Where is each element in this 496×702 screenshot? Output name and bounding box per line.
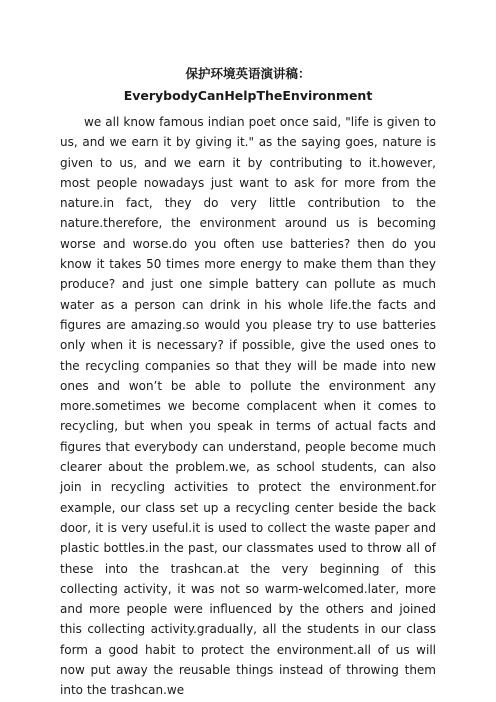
document-title-chinese: 保护环境英语演讲稿： (185, 66, 311, 81)
document-title-english: EverybodyCanHelpTheEnvironment (123, 88, 373, 103)
speech-paragraph: we all know famous indian poet once said, "life is given to us, and we earn it by giving it." as the saying goes, nature is given to us, and we earn it by contributing to it.however, most people nowadays just want to ask for more from the nature.in fact, they do very little contribution to the nature.therefore, the environment around us is becoming worse and worse.do you often use batteries? then do you know it takes 50 times more energy to make them than they produce? and just one simple battery can pollute as much water as a person can drink in his whole life.the facts and figures are amazing.so would you please try to use batteries only when it is necessary? if possible, give the used ones to the recycling companies so that they will be made into new ones and won’t be able to pollute the environment any more.sometimes we become complacent when it comes to recycling, but when you speak in terms of actual facts and figures that everybody can understand, people become much clearer about the problem.we, as school students, can also join in recycling activities to protect the environment.for example, our class set up a recycling center beside the back door, it is very useful.it is used to collect the waste paper and plastic bottles.in the past, our classmates used to throw all of these into the trashcan.at the very beginning of this collecting activity, it was not so warm-welcomed.later, more and more people were influenced by the others and joined this collecting activity.gradually, all the students in our class form a good habit to protect the environment.all of us will now put away the reusable things instead of throwing them into the trashcan.we (60, 115, 436, 698)
